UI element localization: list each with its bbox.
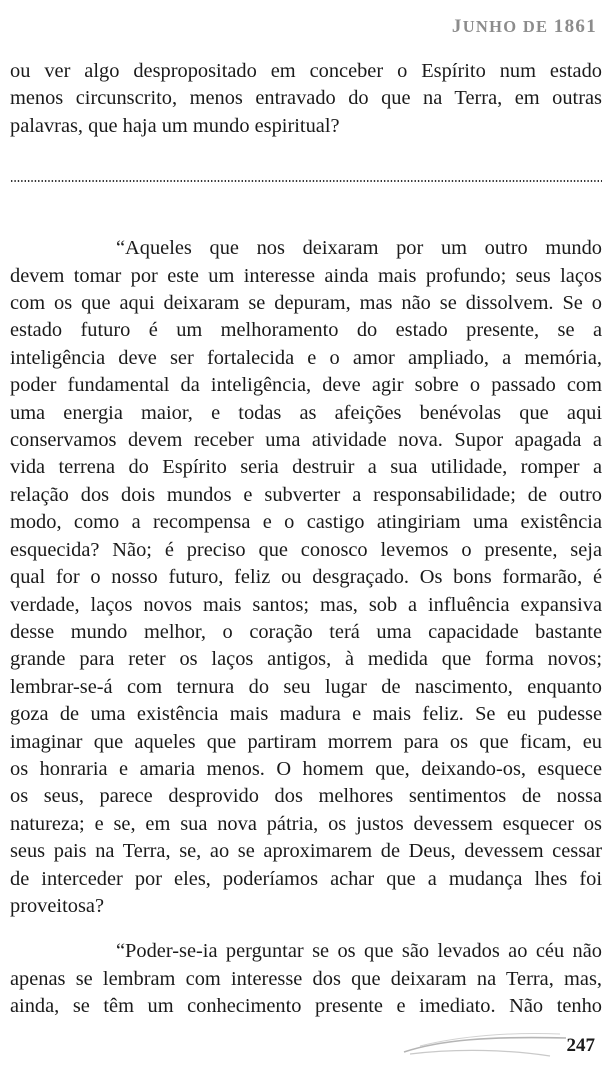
dotted-separator: [10, 180, 602, 182]
separator-gap: [10, 140, 602, 235]
paragraph-gap: [10, 920, 602, 938]
quote-paragraph-2: [10, 938, 602, 1020]
text-line: inteligência deve ser fortalecida e o amor ampliado, a memória,: [10, 346, 602, 369]
text-line: poder fundamental da inteligência, deve agir sobre o passado com: [10, 374, 602, 397]
text-line: lembrar-se-á com ternura do seu lugar de nascimento, enquanto: [10, 675, 602, 698]
text-line: seus pais na Terra, se, ao se aproximarem de Deus, devessem cessar: [10, 840, 602, 863]
text-line: esquecida? Não; é preciso que conosco levemos o presente, seja: [10, 538, 602, 561]
text-line: “Poder-se-ia perguntar se os que são levados ao céu não: [116, 940, 602, 963]
text-line: devem tomar por este um interesse ainda mais profundo; seus laços: [10, 264, 602, 287]
text-line: apenas se lembram com interesse dos que deixaram na Terra, mas,: [10, 967, 602, 990]
body-text: [10, 58, 602, 1021]
text-line: de interceder por eles, poderíamos achar que a mudança lhes foi: [10, 867, 602, 890]
running-head-initial: J: [451, 16, 463, 37]
text-line: natureza; e se, em sua nova pátria, os justos devessem esquecer os: [10, 812, 602, 835]
text-line: grande para reter os laços antigos, à medida que forma novos;: [10, 648, 602, 671]
text-line: conservamos devem receber uma atividade nova. Supor apagada a: [10, 429, 602, 452]
text-line: os honraria e amaria menos. O homem que, deixando-os, esquece: [10, 757, 602, 780]
text-line: com os que aqui deixaram se depuram, mas não se dissolvem. Se o: [10, 292, 602, 315]
text-line: uma energia maior, e todas as afeições benévolas que aqui: [10, 401, 602, 424]
text-line: desse mundo melhor, o coração terá uma capacidade bastante: [10, 620, 602, 643]
page-number: 247: [566, 1035, 595, 1056]
text-line: vida terrena do Espírito seria destruir a sua utilidade, romper a: [10, 456, 602, 479]
text-line: proveitosa?: [10, 894, 104, 917]
text-line: modo, como a recompensa e o castigo atingiriam uma existência: [10, 511, 602, 534]
text-line: qual for o nosso futuro, feliz ou desgraçado. Os bons formarão, é: [10, 566, 602, 589]
running-head-month: UNHO DE: [462, 17, 549, 36]
text-line: palavras, que haja um mundo espiritual?: [10, 114, 340, 137]
text-line: “Aqueles que nos deixaram por um outro mundo: [116, 237, 602, 260]
text-line: verdade, laços novos mais santos; mas, sob a influência expansiva: [10, 593, 602, 616]
decorative-swoosh-icon: [400, 1030, 570, 1058]
text-line: relação dos dois mundos e subverter a responsabilidade; de outro: [10, 483, 602, 506]
quote-paragraph-1: [10, 235, 602, 920]
text-line: menos circunscrito, menos entravado do que na Terra, em outras: [10, 87, 602, 110]
text-line: os seus, parece desprovido dos melhores sentimentos de nossa: [10, 785, 602, 808]
running-head: [452, 16, 597, 38]
text-line: ainda, se têm um conhecimento presente e imediato. Não tenho: [10, 995, 602, 1018]
text-line: goza de uma existência mais madura e mais feliz. Se eu pudesse: [10, 703, 602, 726]
text-line: estado futuro é um melhoramento do estado presente, se a: [10, 319, 602, 342]
running-head-year: 1861: [553, 16, 597, 37]
top-paragraph: [10, 58, 602, 140]
text-line: ou ver algo despropositado em conceber o Espírito num estado: [10, 60, 602, 82]
text-line: imaginar que aqueles que partiram morrem para os que ficam, eu: [10, 730, 602, 753]
